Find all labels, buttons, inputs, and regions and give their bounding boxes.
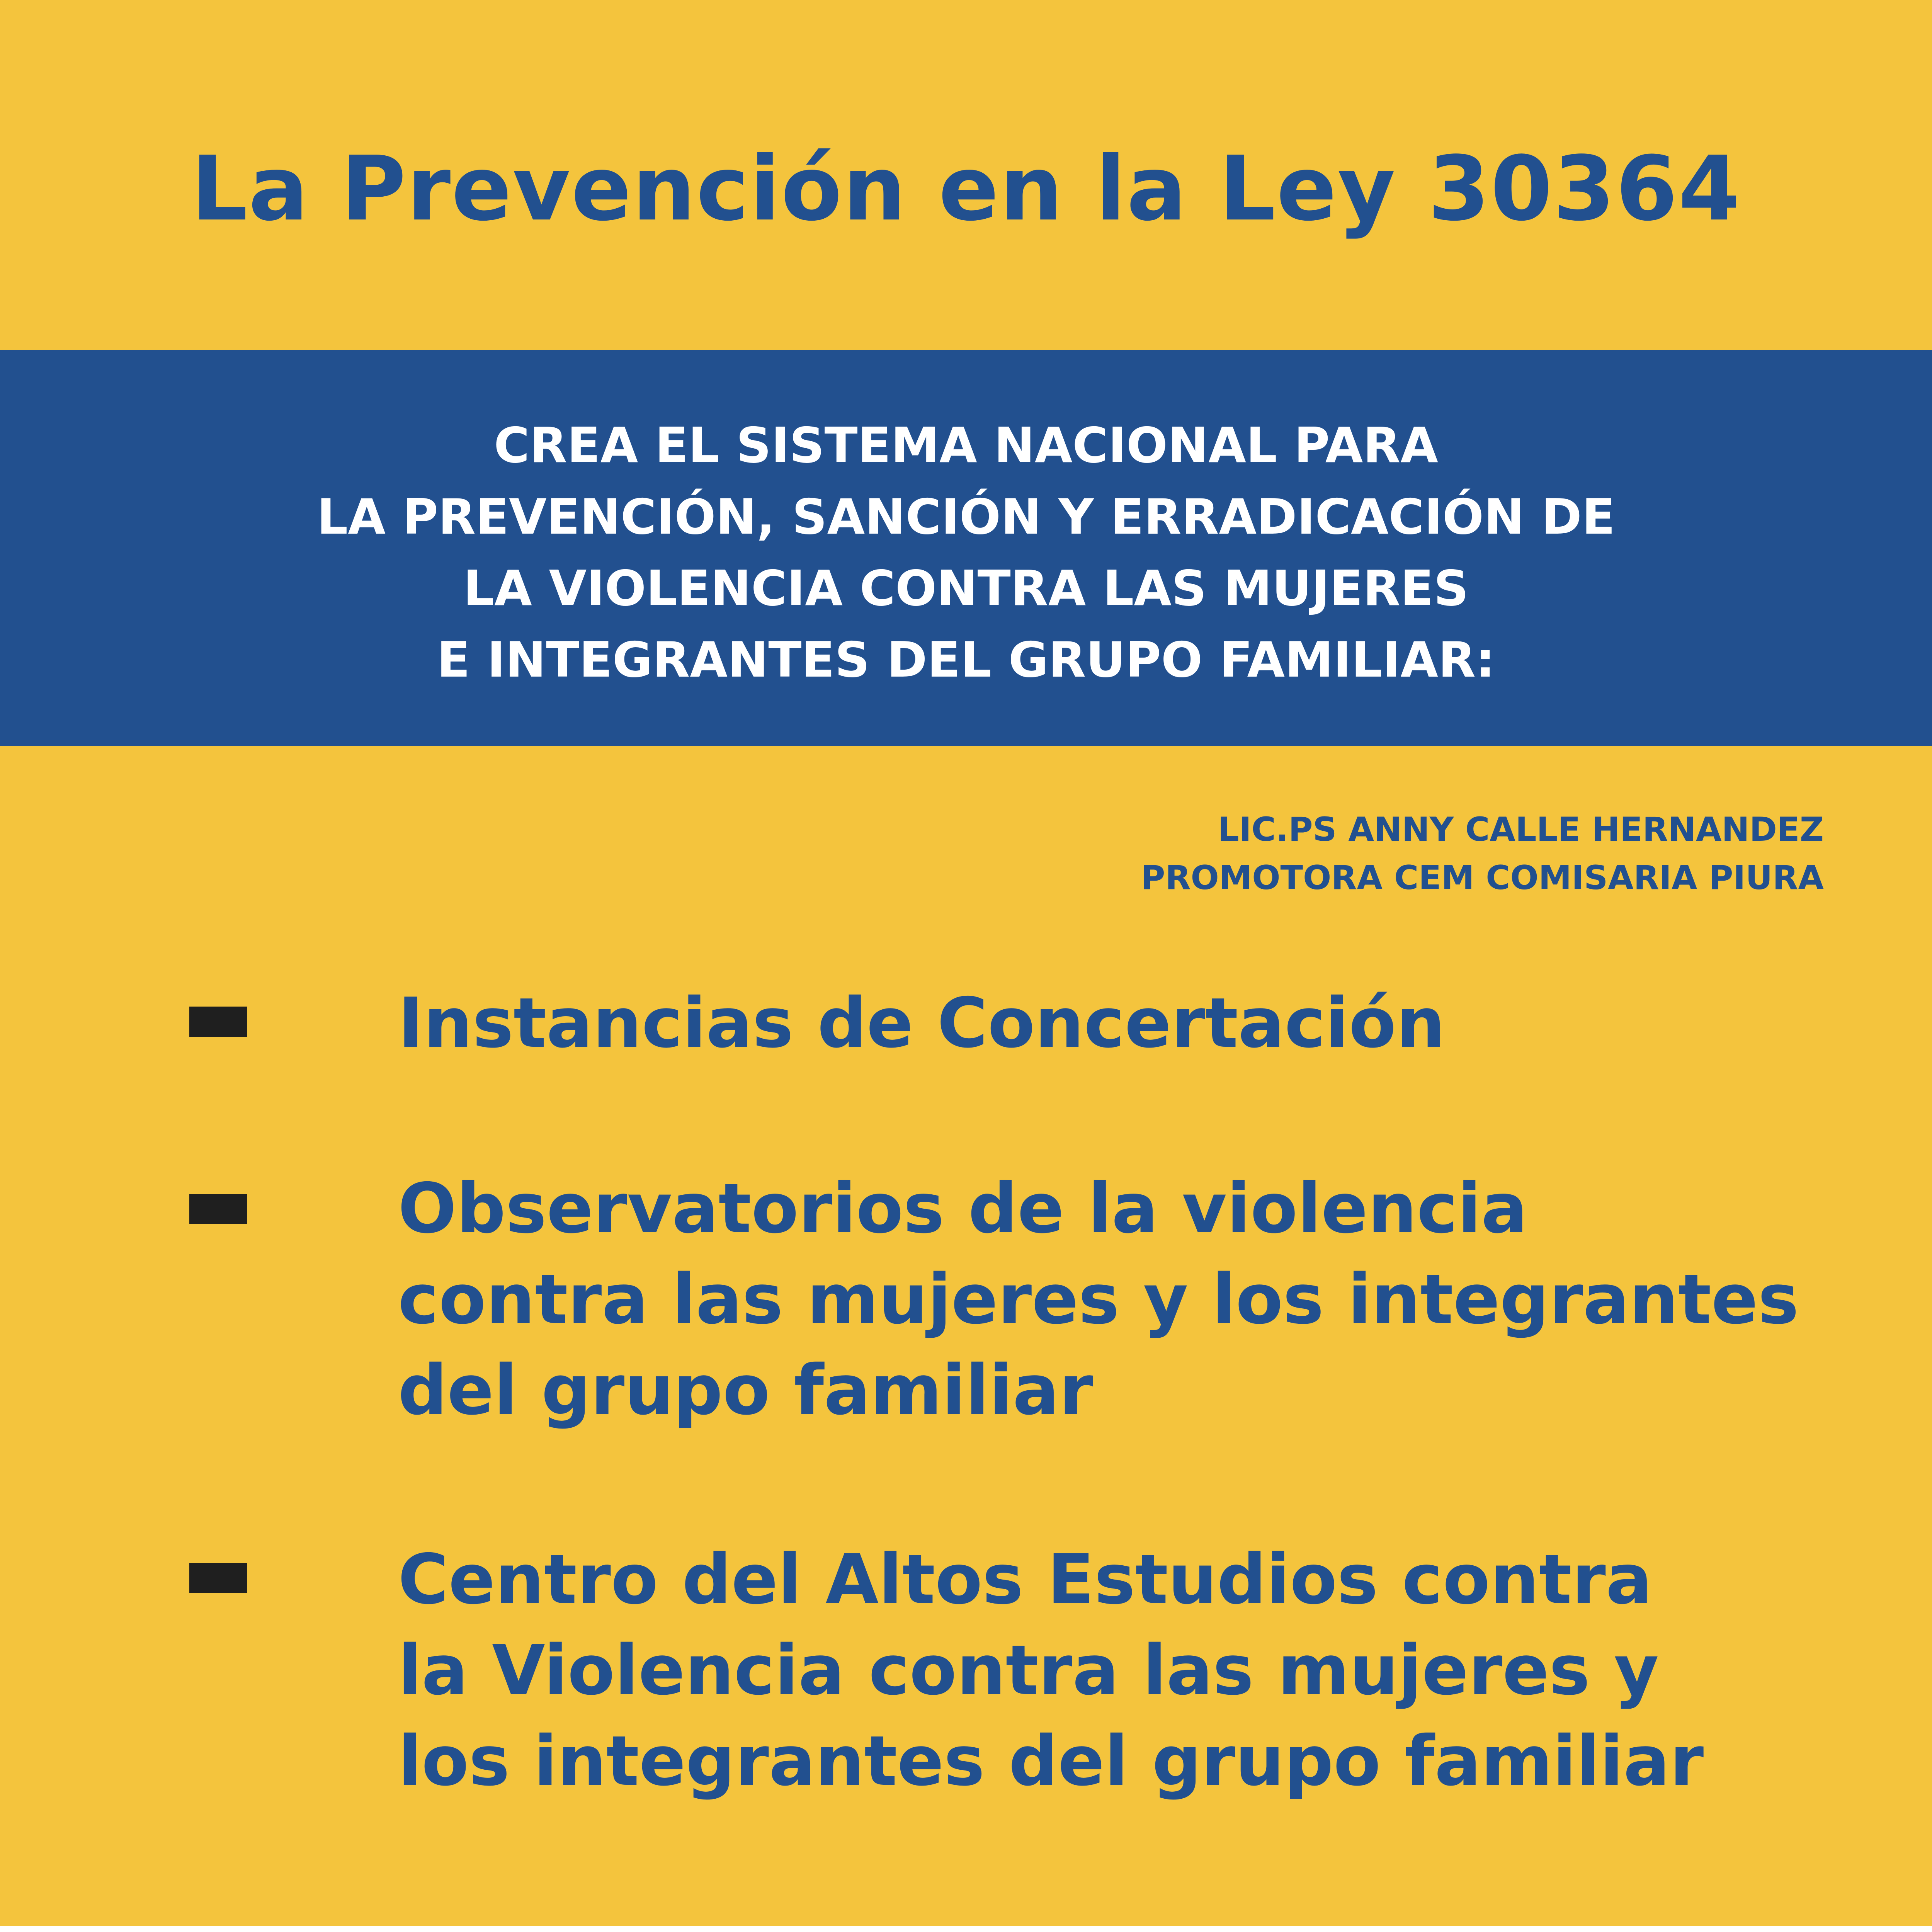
- list-item-line: Instancias de Concertación: [398, 983, 1445, 1063]
- list-item-line: la Violencia contra las mujeres y: [398, 1630, 1659, 1710]
- author-name: LIC.PS ANNY CALLE HERNANDEZ: [1218, 810, 1824, 849]
- bullet-square-icon: [189, 1007, 247, 1037]
- band-line: LA PREVENCIÓN, SANCIÓN Y ERRADICACIÓN DE: [317, 488, 1615, 545]
- band-line: E INTEGRANTES DEL GRUPO FAMILIAR:: [437, 631, 1495, 688]
- list-item: [398, 1534, 1866, 1806]
- bullet-square-icon: [189, 1194, 247, 1224]
- bullet-square-icon: [189, 1563, 247, 1593]
- list-item-line: Observatorios de la violencia: [398, 1168, 1528, 1248]
- author-role: PROMOTORA CEM COMISARIA PIURA: [1141, 859, 1824, 897]
- band-text: [0, 410, 1932, 696]
- list-item: [398, 978, 1866, 1068]
- band-line: CREA EL SISTEMA NACIONAL PARA: [494, 417, 1438, 474]
- sponsor-footer: [0, 1926, 1932, 1932]
- band-line: LA VIOLENCIA CONTRA LAS MUJERES: [463, 560, 1469, 617]
- page-title: La Prevención en la Ley 30364: [191, 138, 1741, 241]
- list-item-line: Centro del Altos Estudios contra: [398, 1539, 1652, 1619]
- author-block: [1141, 806, 1824, 902]
- list-item-line: contra las mujeres y los integrantes: [398, 1259, 1799, 1339]
- header-band: [0, 350, 1932, 746]
- list-item-line: los integrantes del grupo familiar: [398, 1721, 1704, 1801]
- list-item-line: del grupo familiar: [398, 1350, 1093, 1430]
- list-item: [398, 1163, 1866, 1435]
